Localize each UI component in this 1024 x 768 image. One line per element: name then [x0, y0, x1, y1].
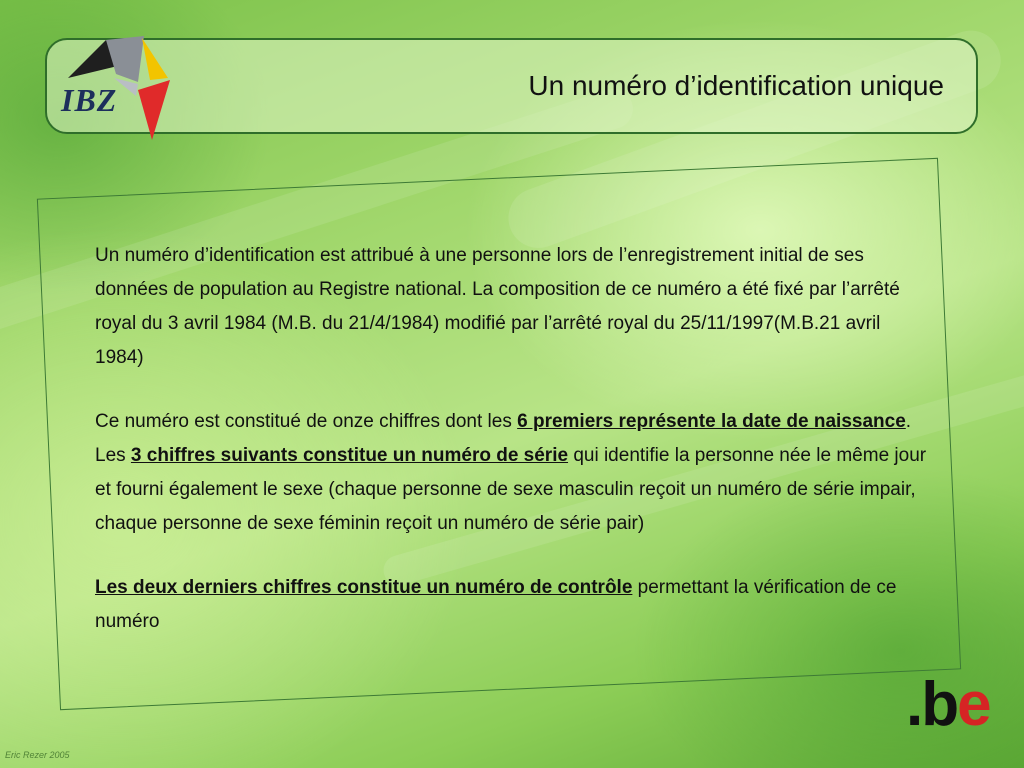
be-logo-e: e [957, 670, 990, 739]
be-logo-dot-b: .b [906, 670, 958, 739]
emphasis-check-digits: Les deux derniers chiffres constitue un numéro de contrôle [95, 577, 633, 598]
emphasis-birth-date: 6 premiers représente la date de naissance [517, 411, 906, 432]
paragraph-composition [95, 405, 930, 541]
paragraph-intro: Un numéro d’identification est attribué à une personne lors de l’enregistrement initial de ses données de population au Registre national. La composition de ce numéro a été fixé par l’arrêté royal du 3 avril 1984 (M.B. du 21/4/1984) modifié par l’arrêté royal du 25/11/1997(M.B.21 avril 1984) [95, 245, 900, 368]
slide-content [95, 239, 930, 639]
text-run: permettant la vérification de ce numéro [95, 577, 897, 632]
text-run: . Les [95, 411, 912, 466]
copyright-text: Eric Rezer 2005 [5, 750, 70, 760]
emphasis-serial-number: 3 chiffres suivants constitue un numéro de série [130, 445, 569, 466]
ibz-logo-text: IBZ [61, 82, 118, 118]
text-run: qui identifie la personne née le même jour et fourni également le sexe (chaque personne de sexe masculin reçoit un numéro de série impair, chaque personne de sexe féminin reçoit un numéro de série pair) [95, 445, 927, 534]
be-logo [906, 670, 990, 740]
slide-title: Un numéro d’identification unique [528, 70, 944, 101]
text-run: Ce numéro est constitué de onze chiffres dont les [95, 411, 518, 432]
paragraph-check-digits [95, 571, 930, 639]
